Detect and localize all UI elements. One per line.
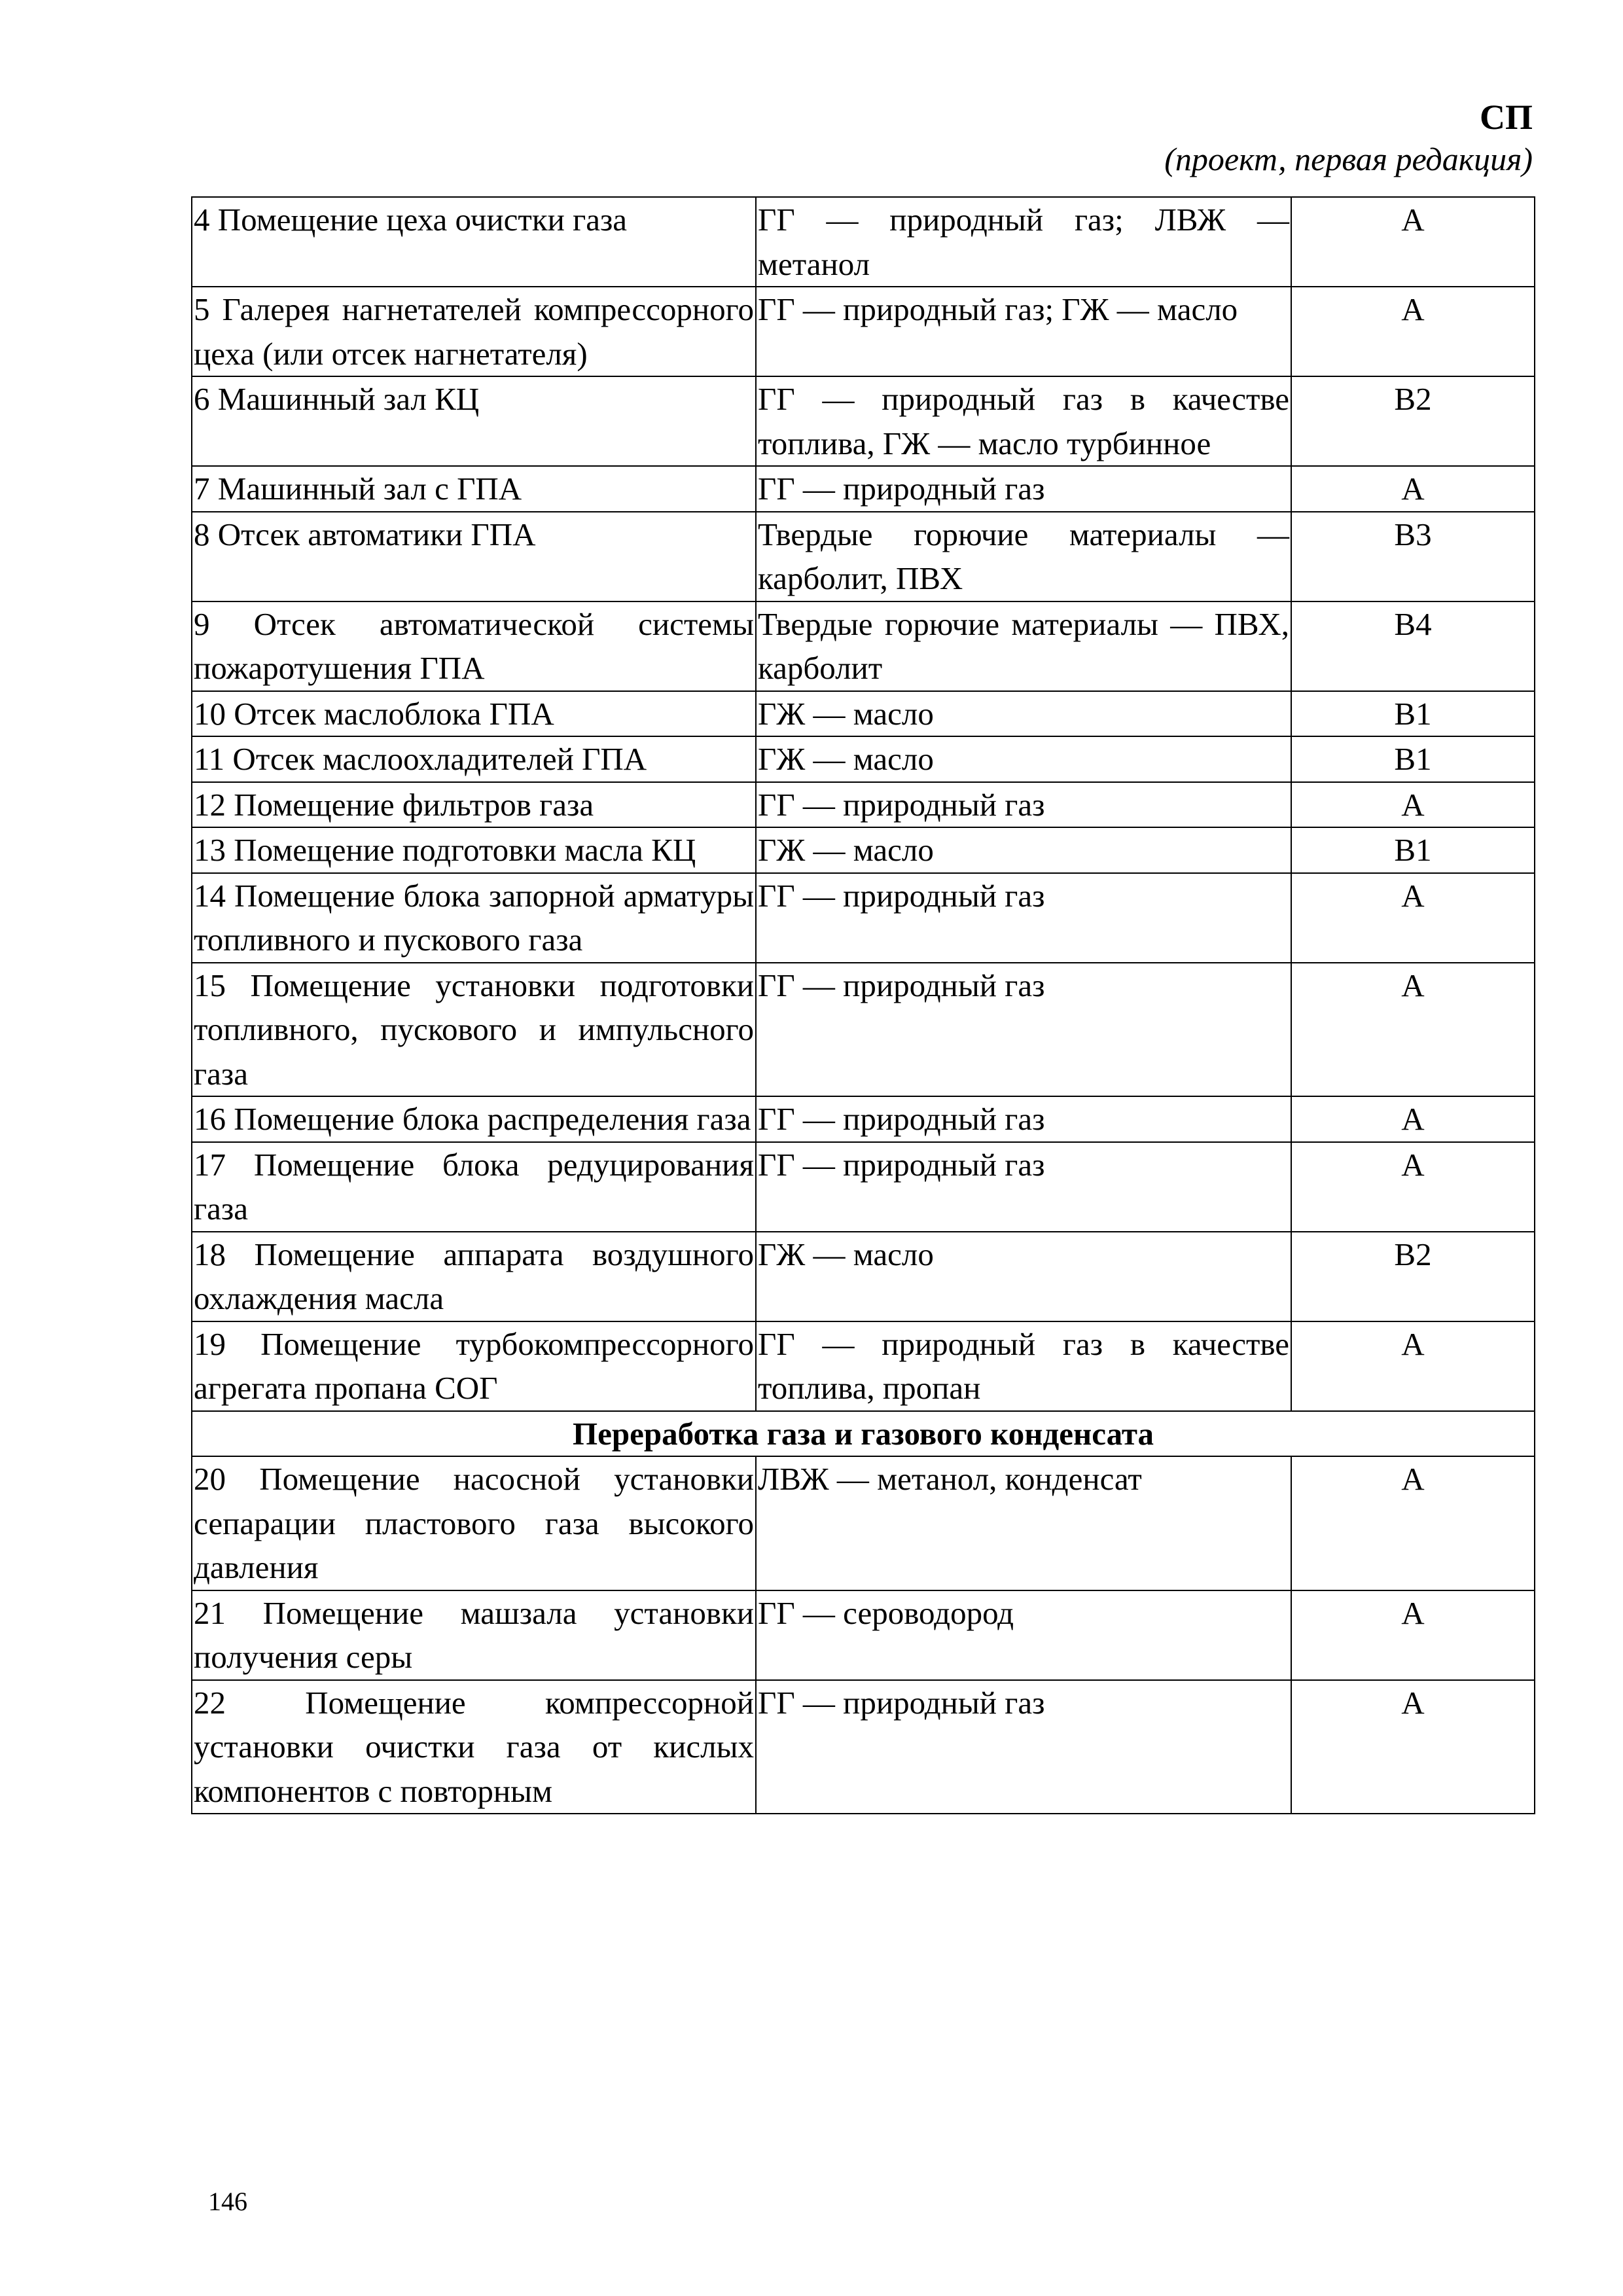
room-name-cell: 10 Отсек маслоблока ГПА	[192, 691, 756, 737]
category-cell: А	[1291, 1680, 1535, 1814]
category-cell: А	[1291, 873, 1535, 963]
substance-cell: ГЖ — масло	[756, 1232, 1291, 1321]
table-row	[192, 1142, 1535, 1232]
category-cell: В1	[1291, 691, 1535, 737]
page-number: 146	[208, 2187, 247, 2216]
table-row	[192, 963, 1535, 1097]
room-name-cell: 22 Помещение компрессорной установки очистки газа от кислых компонентов с повторным	[192, 1680, 756, 1814]
table-row	[192, 827, 1535, 873]
category-cell: А	[1291, 963, 1535, 1097]
category-cell: В2	[1291, 376, 1535, 466]
room-name-cell: 21 Помещение машзала установки получения серы	[192, 1590, 756, 1680]
substance-cell: ГГ — природный газ	[756, 963, 1291, 1097]
table-row	[192, 736, 1535, 782]
category-cell: В1	[1291, 736, 1535, 782]
room-name-cell: 16 Помещение блока распределения газа	[192, 1096, 756, 1142]
room-name-cell: 6 Машинный зал КЦ	[192, 376, 756, 466]
table-row	[192, 601, 1535, 691]
table-row	[192, 1321, 1535, 1411]
room-name-cell: 18 Помещение аппарата воздушного охлаждения масла	[192, 1232, 756, 1321]
category-cell: А	[1291, 1321, 1535, 1411]
room-name-cell: 20 Помещение насосной установки сепарации пластового газа высокого давления	[192, 1456, 756, 1590]
substance-cell: Твердые горючие материалы — ПВХ, карболит	[756, 601, 1291, 691]
substance-cell: ГГ — природный газ	[756, 1142, 1291, 1232]
category-cell: В4	[1291, 601, 1535, 691]
category-cell: А	[1291, 1590, 1535, 1680]
substance-cell: ГГ — природный газ	[756, 782, 1291, 828]
table-row	[192, 512, 1535, 601]
substance-cell: ГГ — природный газ в качестве топлива, ГЖ — масло турбинное	[756, 376, 1291, 466]
substance-cell: ГЖ — масло	[756, 691, 1291, 737]
section-row	[192, 1411, 1535, 1457]
substance-cell: ГГ — природный газ в качестве топлива, пропан	[756, 1321, 1291, 1411]
room-name-cell: 14 Помещение блока запорной арматуры топливного и пускового газа	[192, 873, 756, 963]
category-cell: А	[1291, 466, 1535, 512]
substance-cell: ГГ — природный газ	[756, 1096, 1291, 1142]
table-row	[192, 873, 1535, 963]
room-name-cell: 8 Отсек автоматики ГПА	[192, 512, 756, 601]
substance-cell: ГГ — природный газ; ЛВЖ — метанол	[756, 197, 1291, 287]
substance-cell: ГГ — природный газ	[756, 873, 1291, 963]
room-name-cell: 7 Машинный зал с ГПА	[192, 466, 756, 512]
room-name-cell: 15 Помещение установки подготовки топливного, пускового и импульсного газа	[192, 963, 756, 1097]
room-name-cell: 5 Галерея нагнетателей компрессорного цеха (или отсек нагнетателя)	[192, 287, 756, 376]
document-subtitle: (проект, первая редакция)	[1164, 141, 1533, 177]
substance-cell: ГГ — природный газ; ГЖ — масло	[756, 287, 1291, 376]
category-cell: А	[1291, 1142, 1535, 1232]
table-row	[192, 197, 1535, 287]
substance-cell: Твердые горючие материалы — карболит, ПВХ	[756, 512, 1291, 601]
table-row	[192, 287, 1535, 376]
category-cell: А	[1291, 1096, 1535, 1142]
room-name-cell: 19 Помещение турбокомпрессорного агрегата пропана СОГ	[192, 1321, 756, 1411]
substance-cell: ГЖ — масло	[756, 827, 1291, 873]
substance-cell: ГЖ — масло	[756, 736, 1291, 782]
room-name-cell: 9 Отсек автоматической системы пожаротушения ГПА	[192, 601, 756, 691]
room-name-cell: 4 Помещение цеха очистки газа	[192, 197, 756, 287]
table-row	[192, 376, 1535, 466]
category-cell: А	[1291, 782, 1535, 828]
table-row	[192, 1456, 1535, 1590]
table-row	[192, 1096, 1535, 1142]
room-name-cell: 13 Помещение подготовки масла КЦ	[192, 827, 756, 873]
category-cell: В2	[1291, 1232, 1535, 1321]
section-title: Переработка газа и газового конденсата	[192, 1411, 1535, 1457]
category-cell: А	[1291, 197, 1535, 287]
substance-cell: ГГ — природный газ	[756, 1680, 1291, 1814]
table-row	[192, 1590, 1535, 1680]
category-cell: В3	[1291, 512, 1535, 601]
substance-cell: ГГ — сероводород	[756, 1590, 1291, 1680]
category-cell: А	[1291, 1456, 1535, 1590]
substance-cell: ГГ — природный газ	[756, 466, 1291, 512]
premises-category-table	[191, 196, 1535, 1814]
table-row	[192, 466, 1535, 512]
table-row	[192, 1232, 1535, 1321]
room-name-cell: 17 Помещение блока редуцирования газа	[192, 1142, 756, 1232]
table-row	[192, 1680, 1535, 1814]
room-name-cell: 11 Отсек маслоохладителей ГПА	[192, 736, 756, 782]
table-row	[192, 691, 1535, 737]
room-name-cell: 12 Помещение фильтров газа	[192, 782, 756, 828]
table-row	[192, 782, 1535, 828]
document-code: СП	[1480, 98, 1533, 137]
category-cell: В1	[1291, 827, 1535, 873]
category-cell: А	[1291, 287, 1535, 376]
substance-cell: ЛВЖ — метанол, конденсат	[756, 1456, 1291, 1590]
